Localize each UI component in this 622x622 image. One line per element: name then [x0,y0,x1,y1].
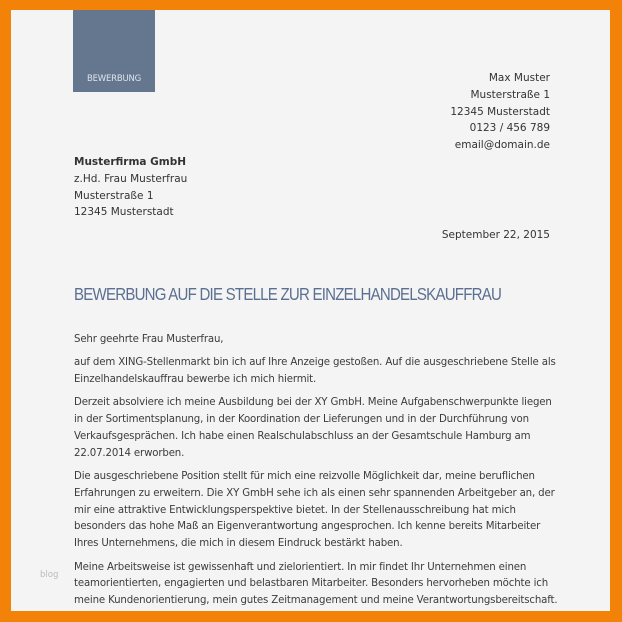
recipient-city: 12345 Musterstadt [74,206,174,219]
header-badge [73,10,155,92]
watermark: blog [40,570,59,580]
letter-date: September 22, 2015 [441,229,550,241]
recipient-attn: z.Hd. Frau Musterfrau [74,172,188,185]
greeting: Sehr geehrte Frau Musterfrau, [74,334,224,345]
letter-title: BEWERBUNG AUF DIE STELLE ZUR EINZELHANDELSKAUFFRAU [74,284,502,304]
letter-page [11,10,610,611]
paragraph: Die ausgeschriebene Position stellt für mich eine reizvolle Möglichkeit dar, meine beruflichen Erfahrungen zu erweitern. Die XY GmbH sehe ich als einen sehr spannenden Arbeitgeber an, der mir eine attraktive Entwicklungsperspektive bietet. In der Stellenausschreibung hat mich besonders das hohe Maß an Eigenverantwortung angesprochen. Ich kenne bereits Mitarbeiter Ihres Unternehmens, die mich in diesem Eindruck bestärkt haben. [74,471,555,550]
recipient-address [74,154,187,221]
sender-street: Musterstraße 1 [470,88,550,101]
paragraph: Meine Arbeitsweise ist gewissenhaft und zielorientiert. In mir findet Ihr Unternehmen einen teamorientierten, engagierten und belastbaren Mitarbeiter. Besonders hervorheben möchte ich meine Kundenorientierung, mein gutes Zeitmanagement und meine Verantwortungsbereitschaft. [74,561,558,607]
letter-body [74,332,559,611]
sender-name: Max Muster [488,72,550,84]
paragraph: auf dem XING-Stellenmarkt bin ich auf Ihre Anzeige gestoßen. Auf die ausgeschriebene Stelle als Einzelhandelskauffrau bewerbe ich mich hiermit. [74,357,556,386]
recipient-company: Musterfirma GmbH [74,156,186,168]
badge-label: BEWERBUNG [86,74,142,84]
sender-address [450,70,550,154]
recipient-street: Musterstraße 1 [74,189,154,202]
paragraph: Derzeit absolviere ich meine Ausbildung bei der XY GmbH. Meine Aufgabenschwerpunkte liegen in der Sortimentsplanung, in der Koordination der Lieferungen und in der Durchführung von Verkaufsgesprächen. Ich habe einen Realschulabschluss an der Gesamtschule Hamburg am 22.07.2014 erworben. [74,397,552,459]
sender-phone: 0123 / 456 789 [469,122,550,135]
sender-email: email@domain.de [454,139,550,152]
sender-city: 12345 Musterstadt [450,105,550,118]
